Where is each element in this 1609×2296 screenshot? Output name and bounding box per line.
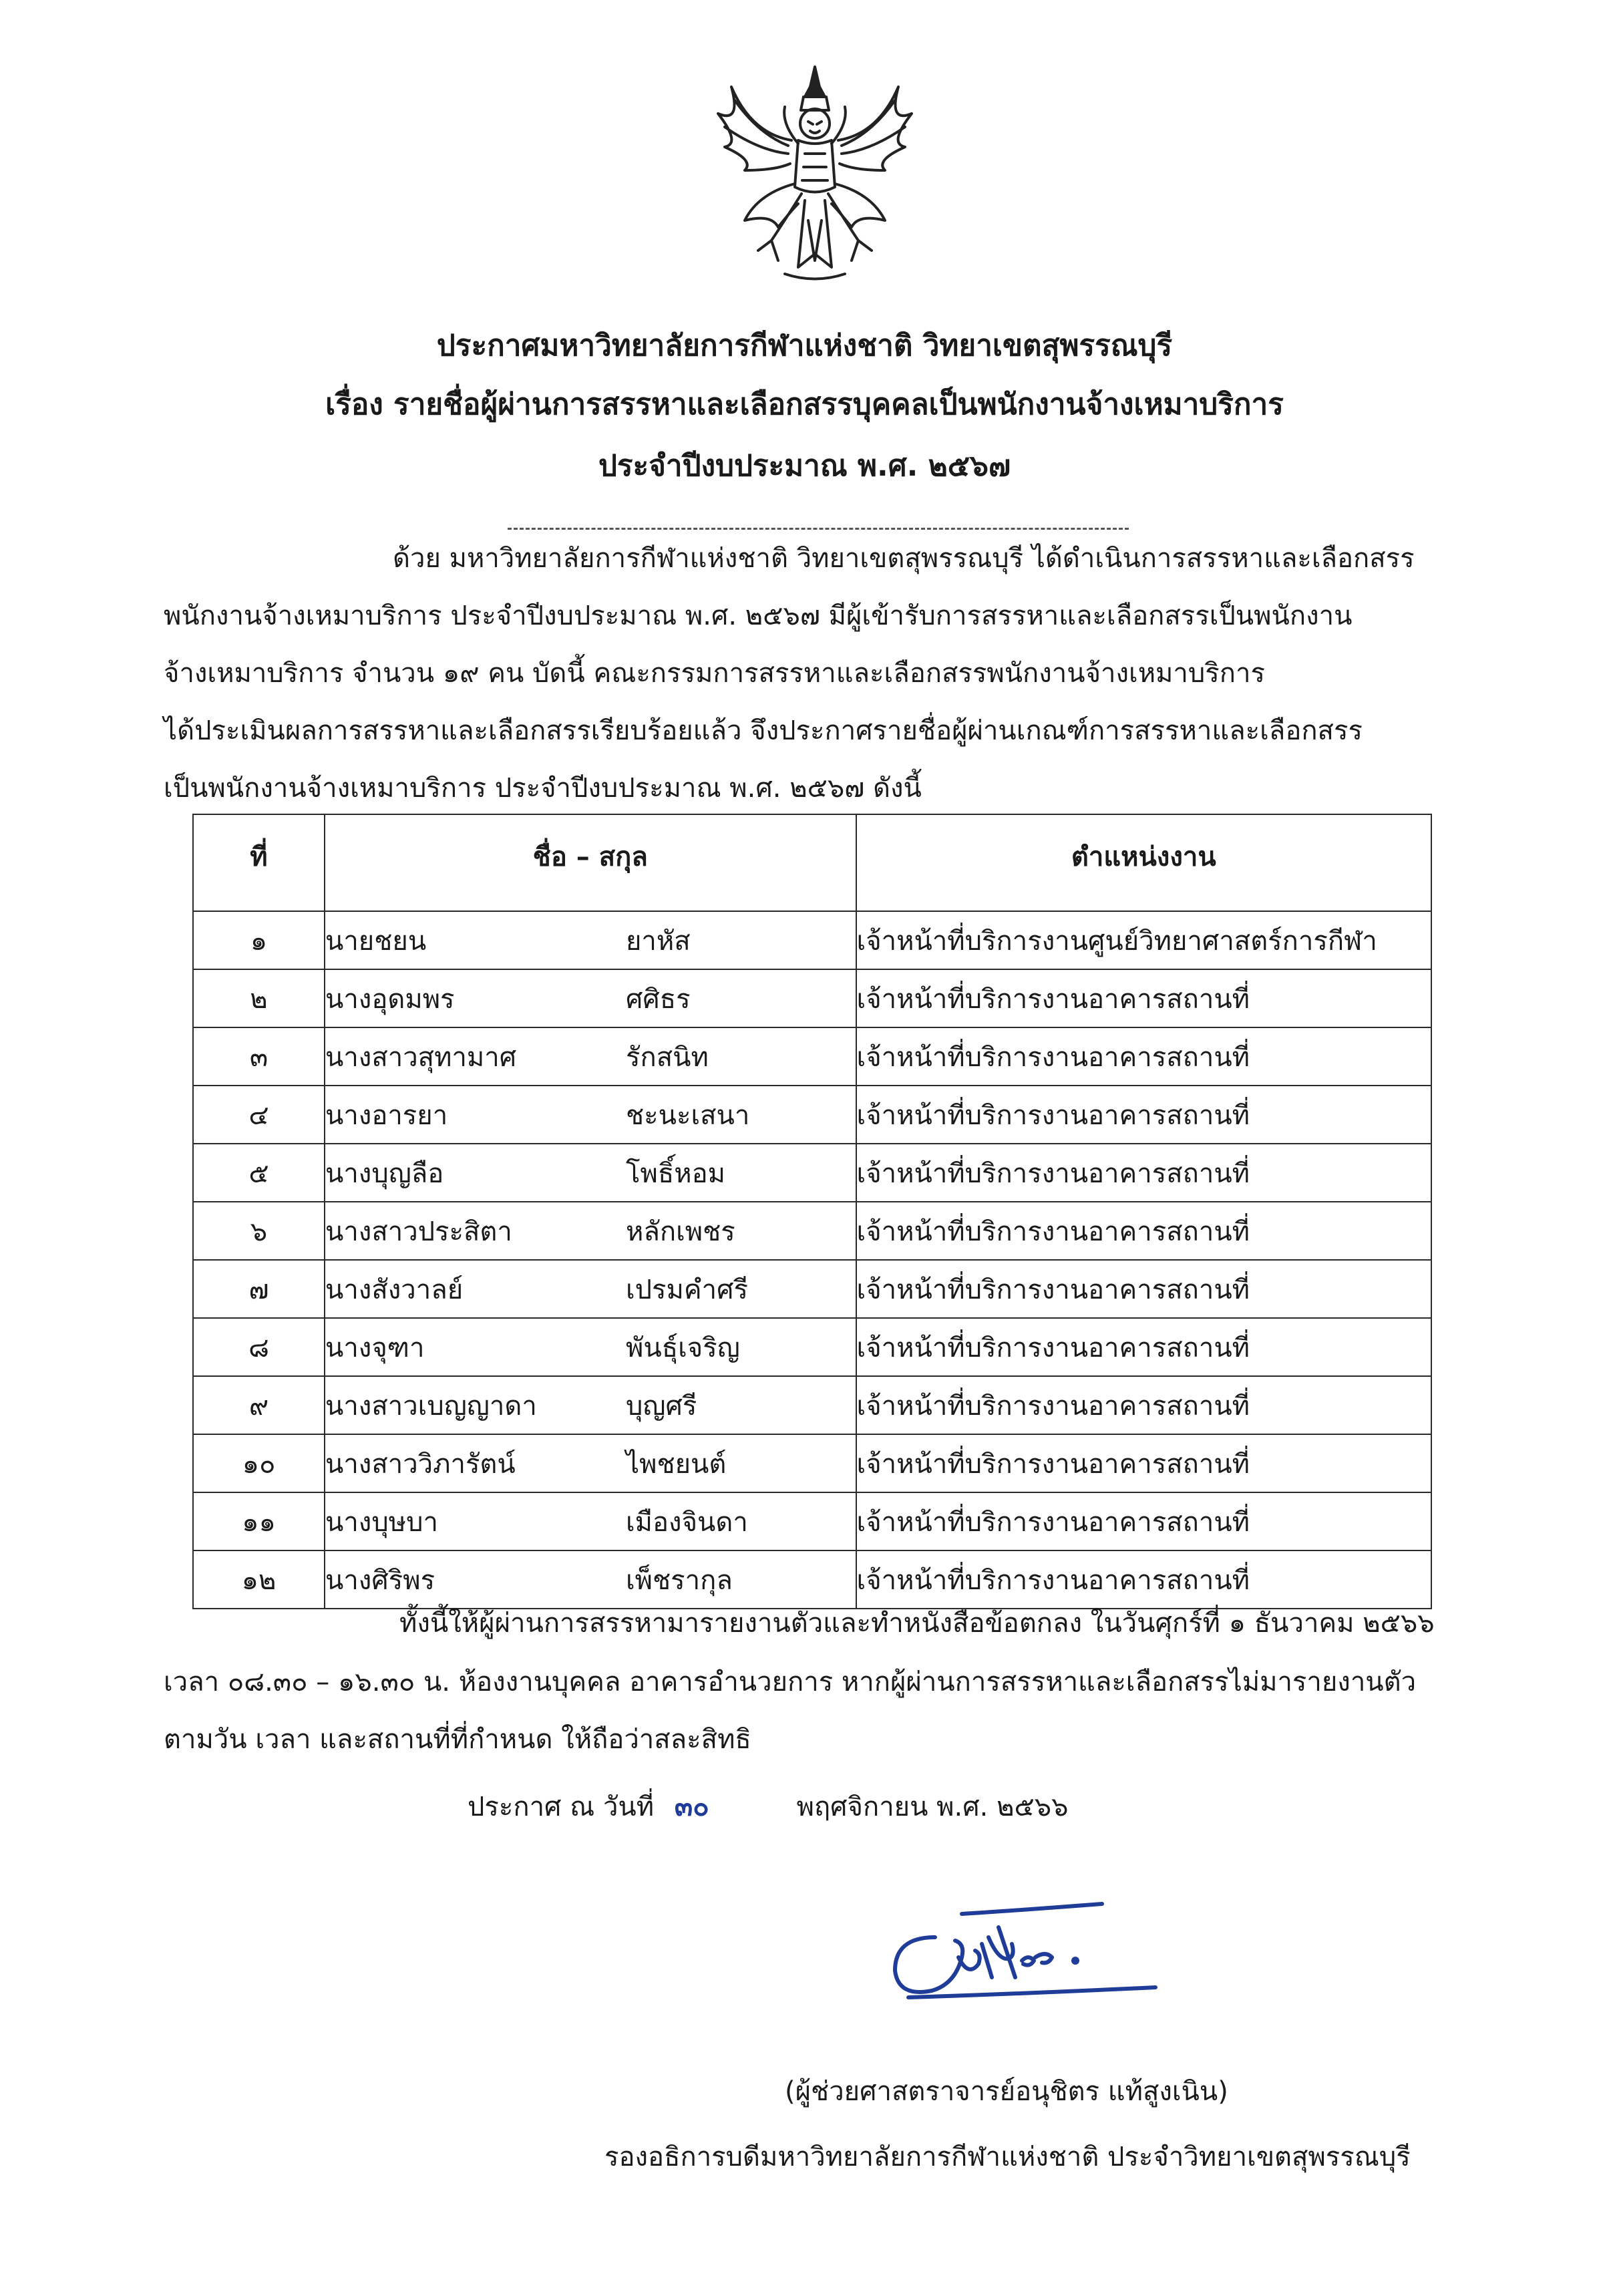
closing-line-2: เวลา ๐๘.๓๐ – ๑๖.๓๐ น. ห้องงานบุคคล อาคารอำนวยการ หากผู้ผ่านการสรรหาและเลือกสรรไม่มารายงานตัว (164, 1667, 1417, 1697)
row-last-name: ไพชยนต์ (625, 1448, 727, 1480)
table-row (193, 1260, 1431, 1318)
row-last-name: ชะนะเสนา (625, 1100, 750, 1131)
row-no: ๘ (193, 1318, 325, 1376)
row-last-name: พันธุ์เจริญ (625, 1332, 740, 1363)
row-name (325, 1376, 856, 1434)
row-name (325, 1144, 856, 1202)
row-position: เจ้าหน้าที่บริการงานอาคารสถานที่ (856, 1550, 1431, 1609)
signer-name: (ผู้ช่วยศาสตราจารย์อนุชิตร แท้สูงเนิน) (785, 2076, 1228, 2107)
row-name (325, 1434, 856, 1492)
row-last-name: รักสนิท (625, 1041, 709, 1073)
row-last-name: หลักเพชร (625, 1216, 735, 1247)
row-name (325, 1202, 856, 1260)
row-no: ๗ (193, 1260, 325, 1318)
row-name (325, 1260, 856, 1318)
table-row (193, 1086, 1431, 1144)
row-position: เจ้าหน้าที่บริการงานอาคารสถานที่ (856, 1376, 1431, 1434)
table-header-row (193, 814, 1431, 911)
closing-line-1: ทั้งนี้ให้ผู้ผ่านการสรรหามารายงานตัวและทำหนังสือข้อตกลง ในวันศุกร์ที่ ๑ ธันวาคม ๒๕๖๖ (399, 1608, 1435, 1639)
intro-line-2: พนักงานจ้างเหมาบริการ ประจำปีงบประมาณ พ.ศ. ๒๕๖๗ มีผู้เข้ารับการสรรหาและเลือกสรรเป็นพนักงาน (164, 601, 1353, 631)
row-last-name: เมืองจินดา (625, 1506, 748, 1538)
table-row (193, 1434, 1431, 1492)
table-row (193, 1550, 1431, 1609)
candidates-table (192, 814, 1432, 1609)
row-no: ๓ (193, 1027, 325, 1086)
row-name (325, 1550, 856, 1609)
header-name: ชื่อ – สกุล (325, 814, 856, 911)
row-name (325, 1027, 856, 1086)
row-first-name: นายชยน (325, 925, 427, 957)
intro-line-5: เป็นพนักงานจ้างเหมาบริการ ประจำปีงบประมาณ พ.ศ. ๒๕๖๗ ดังนี้ (164, 773, 922, 804)
announce-date (468, 1785, 1069, 1828)
row-position: เจ้าหน้าที่บริการงานอาคารสถานที่ (856, 1434, 1431, 1492)
intro-line-1: ด้วย มหาวิทยาลัยการกีฬาแห่งชาติ วิทยาเขตสุพรรณบุรี ได้ดำเนินการสรรหาและเลือกสรร (393, 543, 1415, 574)
title-divider (508, 528, 1129, 530)
garuda-emblem-icon (705, 60, 925, 287)
row-name (325, 911, 856, 969)
row-position: เจ้าหน้าที่บริการงานอาคารสถานที่ (856, 1086, 1431, 1144)
row-first-name: นางศิริพร (325, 1565, 435, 1596)
row-last-name: ศศิธร (625, 983, 691, 1015)
row-last-name: บุญศรี (625, 1390, 697, 1422)
table-row (193, 1492, 1431, 1550)
row-position: เจ้าหน้าที่บริการงานอาคารสถานที่ (856, 1202, 1431, 1260)
row-no: ๕ (193, 1144, 325, 1202)
announcement-subject: เรื่อง รายชื่อผู้ผ่านการสรรหาและเลือกสรรบุคคลเป็นพนักงานจ้างเหมาบริการ (325, 387, 1284, 422)
row-position: เจ้าหน้าที่บริการงานศูนย์วิทยาศาสตร์การกีฬา (856, 911, 1431, 969)
row-no: ๑๑ (193, 1492, 325, 1550)
row-position: เจ้าหน้าที่บริการงานอาคารสถานที่ (856, 1260, 1431, 1318)
announcement-fiscal-year: ประจำปีงบประมาณ พ.ศ. ๒๕๖๗ (598, 449, 1011, 483)
handwritten-signature (882, 1897, 1162, 2017)
table-row (193, 969, 1431, 1027)
row-name (325, 969, 856, 1027)
closing-line-3: ตามวัน เวลา และสถานที่ที่กำหนด ให้ถือว่าสละสิทธิ (164, 1724, 751, 1755)
row-no: ๔ (193, 1086, 325, 1144)
table-row (193, 1202, 1431, 1260)
row-first-name: นางสาวเบญญาดา (325, 1390, 537, 1422)
row-position: เจ้าหน้าที่บริการงานอาคารสถานที่ (856, 1492, 1431, 1550)
row-no: ๑ (193, 911, 325, 969)
header-position: ตำแหน่งงาน (856, 814, 1431, 911)
row-no: ๖ (193, 1202, 325, 1260)
row-no: ๑๒ (193, 1550, 325, 1609)
row-last-name: โพธิ์หอม (625, 1158, 726, 1189)
table-row (193, 1318, 1431, 1376)
announce-month-year: พฤศจิกายน พ.ศ. ๒๕๖๖ (796, 1792, 1069, 1822)
row-name (325, 1318, 856, 1376)
row-first-name: นางสาวสุทามาศ (325, 1041, 517, 1073)
intro-line-3: จ้างเหมาบริการ จำนวน ๑๙ คน บัดนี้ คณะกรรมการสรรหาและเลือกสรรพนักงานจ้างเหมาบริการ (164, 658, 1265, 689)
row-first-name: นางสังวาลย์ (325, 1274, 464, 1305)
table-row (193, 911, 1431, 969)
row-first-name: นางอารยา (325, 1100, 448, 1131)
announce-prefix: ประกาศ ณ วันที่ (468, 1792, 655, 1822)
row-no: ๑๐ (193, 1434, 325, 1492)
row-position: เจ้าหน้าที่บริการงานอาคารสถานที่ (856, 969, 1431, 1027)
row-no: ๒ (193, 969, 325, 1027)
row-name (325, 1086, 856, 1144)
row-first-name: นางสาวประสิตา (325, 1216, 512, 1247)
signer-position: รองอธิการบดีมหาวิทยาลัยการกีฬาแห่งชาติ ประจำวิทยาเขตสุพรรณบุรี (604, 2142, 1411, 2172)
row-first-name: นางอุดมพร (325, 983, 455, 1015)
table-row (193, 1376, 1431, 1434)
row-last-name: ยาหัส (625, 925, 691, 957)
row-first-name: นางจุฑา (325, 1332, 425, 1363)
row-last-name: เปรมคำศรี (625, 1274, 748, 1305)
announce-day: ๓๐ (674, 1792, 709, 1822)
row-position: เจ้าหน้าที่บริการงานอาคารสถานที่ (856, 1027, 1431, 1086)
row-position: เจ้าหน้าที่บริการงานอาคารสถานที่ (856, 1318, 1431, 1376)
header-no: ที่ (193, 814, 325, 911)
row-first-name: นางบุษบา (325, 1506, 438, 1538)
table-row (193, 1027, 1431, 1086)
row-first-name: นางบุญลือ (325, 1158, 444, 1189)
row-last-name: เพ็ชรากุล (625, 1565, 733, 1596)
row-first-name: นางสาววิภารัตน์ (325, 1448, 516, 1480)
row-name (325, 1492, 856, 1550)
row-position: เจ้าหน้าที่บริการงานอาคารสถานที่ (856, 1144, 1431, 1202)
table-row (193, 1144, 1431, 1202)
intro-line-4: ได้ประเมินผลการสรรหาและเลือกสรรเรียบร้อยแล้ว จึงประกาศรายชื่อผู้ผ่านเกณฑ์การสรรหาและเลือกสรร (164, 715, 1363, 746)
table-body (193, 911, 1431, 1609)
announcement-title: ประกาศมหาวิทยาลัยการกีฬาแห่งชาติ วิทยาเขตสุพรรณบุรี (436, 329, 1173, 363)
row-no: ๙ (193, 1376, 325, 1434)
